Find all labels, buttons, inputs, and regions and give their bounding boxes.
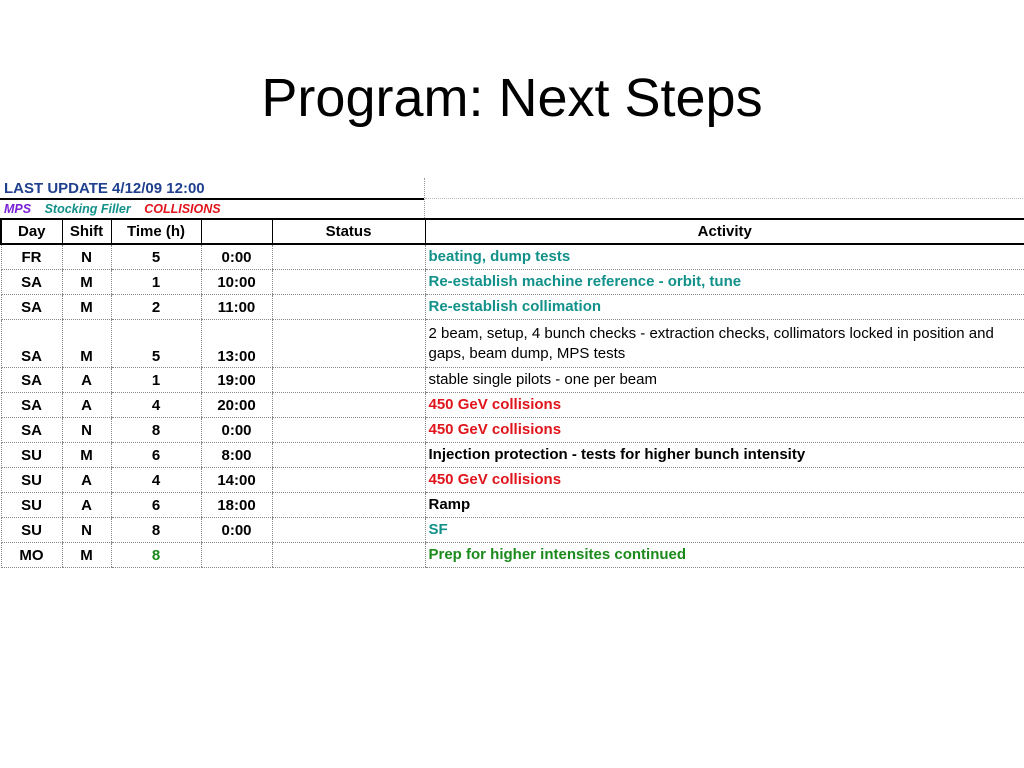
column-header-time: Time (h): [111, 219, 201, 244]
cell-hours: 2: [111, 295, 201, 320]
slide-title: Program: Next Steps: [261, 68, 763, 128]
legend-mps: MPS: [4, 202, 32, 216]
cell-hours: 4: [111, 393, 201, 418]
table-row: [1, 295, 1024, 320]
cell-activity: beating, dump tests: [425, 244, 1024, 270]
cell-day: SA: [1, 368, 62, 393]
table-row: [1, 443, 1024, 468]
cell-status: [272, 518, 425, 543]
cell-day: SA: [1, 418, 62, 443]
cell-start: 10:00: [201, 270, 272, 295]
cell-status: [272, 270, 425, 295]
cell-hours: 8: [111, 543, 201, 568]
cell-shift: M: [62, 543, 111, 568]
cell-status: [272, 244, 425, 270]
cell-status: [272, 418, 425, 443]
last-update-label: LAST UPDATE 4/12/09 12:00: [0, 178, 424, 200]
cell-day: SA: [1, 393, 62, 418]
cell-start: 20:00: [201, 393, 272, 418]
column-header-activity: Activity: [425, 219, 1024, 244]
cell-shift: N: [62, 518, 111, 543]
table-row: [1, 493, 1024, 518]
legend-stocking-filler: Stocking Filler: [44, 202, 131, 216]
cell-hours: 6: [111, 443, 201, 468]
cell-start: 0:00: [201, 244, 272, 270]
cell-status: [272, 368, 425, 393]
cell-status: [272, 393, 425, 418]
cell-shift: A: [62, 468, 111, 493]
cell-day: SU: [1, 468, 62, 493]
cell-day: SA: [1, 270, 62, 295]
column-header-start: [201, 219, 272, 244]
cell-shift: M: [62, 320, 111, 368]
column-header-day: Day: [1, 219, 62, 244]
color-legend: [0, 200, 428, 218]
legend-collisions: COLLISIONS: [144, 202, 221, 216]
table-row: [1, 418, 1024, 443]
cell-day: SU: [1, 493, 62, 518]
cell-status: [272, 543, 425, 568]
cell-day: SU: [1, 443, 62, 468]
cell-start: 18:00: [201, 493, 272, 518]
table-row: [1, 543, 1024, 568]
column-header-status: Status: [272, 219, 425, 244]
cell-day: MO: [1, 543, 62, 568]
cell-start: 0:00: [201, 418, 272, 443]
cell-day: SU: [1, 518, 62, 543]
schedule-table: [0, 218, 1024, 568]
cell-activity: stable single pilots - one per beam: [425, 368, 1024, 393]
header-empty-cells: [424, 178, 1024, 218]
cell-activity: 450 GeV collisions: [425, 468, 1024, 493]
cell-start: 13:00: [201, 320, 272, 368]
cell-day: SA: [1, 295, 62, 320]
cell-day: FR: [1, 244, 62, 270]
cell-status: [272, 468, 425, 493]
table-row: [1, 518, 1024, 543]
table-header-row: [1, 219, 1024, 244]
column-header-shift: Shift: [62, 219, 111, 244]
cell-hours: 5: [111, 320, 201, 368]
table-row: [1, 270, 1024, 295]
cell-start: 8:00: [201, 443, 272, 468]
cell-status: [272, 320, 425, 368]
table-row: [1, 468, 1024, 493]
cell-hours: 5: [111, 244, 201, 270]
table-row: [1, 244, 1024, 270]
cell-shift: A: [62, 368, 111, 393]
cell-activity: 450 GeV collisions: [425, 418, 1024, 443]
cell-activity: 2 beam, setup, 4 bunch checks - extraction checks, collimators locked in position and gaps, beam dump, MPS tests: [425, 320, 1024, 368]
cell-day: SA: [1, 320, 62, 368]
cell-shift: N: [62, 244, 111, 270]
cell-shift: A: [62, 493, 111, 518]
cell-shift: M: [62, 443, 111, 468]
cell-hours: 8: [111, 518, 201, 543]
cell-shift: A: [62, 393, 111, 418]
cell-start: 11:00: [201, 295, 272, 320]
cell-hours: 4: [111, 468, 201, 493]
cell-status: [272, 295, 425, 320]
cell-activity: SF: [425, 518, 1024, 543]
cell-activity: Prep for higher intensites continued: [425, 543, 1024, 568]
cell-shift: M: [62, 270, 111, 295]
cell-activity: Injection protection - tests for higher bunch intensity: [425, 443, 1024, 468]
table-row: [1, 368, 1024, 393]
cell-shift: M: [62, 295, 111, 320]
cell-start: 0:00: [201, 518, 272, 543]
cell-hours: 1: [111, 368, 201, 393]
table-row: [1, 393, 1024, 418]
cell-start: 14:00: [201, 468, 272, 493]
cell-activity: Re-establish machine reference - orbit, tune: [425, 270, 1024, 295]
cell-shift: N: [62, 418, 111, 443]
cell-status: [272, 443, 425, 468]
cell-activity: 450 GeV collisions: [425, 393, 1024, 418]
cell-hours: 6: [111, 493, 201, 518]
cell-start: 19:00: [201, 368, 272, 393]
cell-activity: Ramp: [425, 493, 1024, 518]
table-row: [1, 320, 1024, 368]
cell-activity: Re-establish collimation: [425, 295, 1024, 320]
cell-hours: 1: [111, 270, 201, 295]
cell-hours: 8: [111, 418, 201, 443]
cell-status: [272, 493, 425, 518]
cell-start: [201, 543, 272, 568]
